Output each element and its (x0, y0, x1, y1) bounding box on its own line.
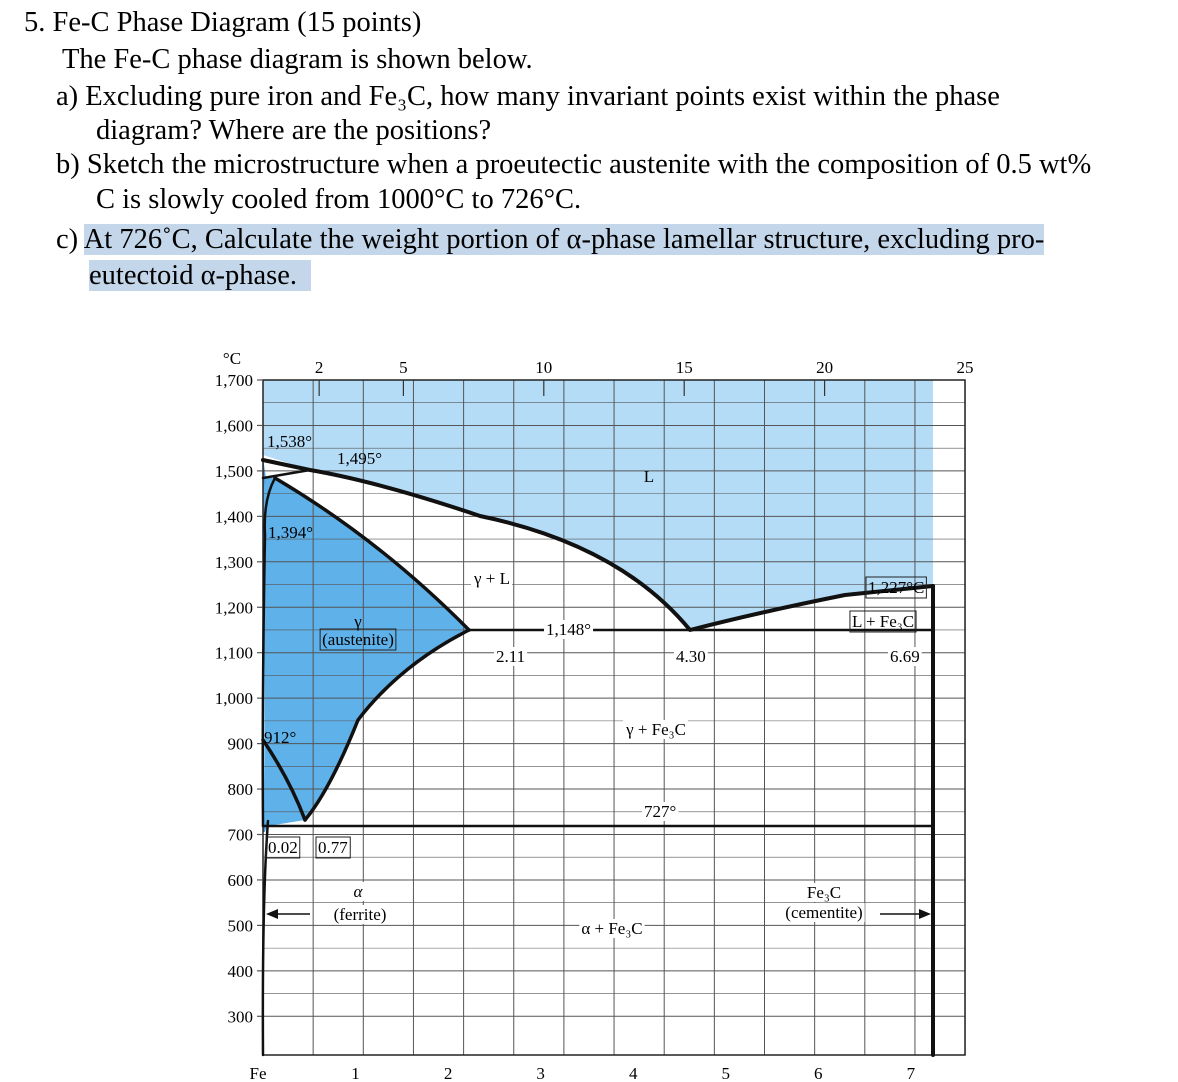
label-1227: 1,227°C (868, 578, 925, 597)
bottom-tick-label: 6 (814, 1064, 823, 1082)
label-4-30: 4.30 (676, 647, 706, 666)
y-tick-label: 800 (227, 780, 253, 800)
part-c-highlight-2: eutectoid α-phase. (89, 260, 311, 291)
bottom-tick-label: 3 (536, 1064, 545, 1082)
y-tick-label: 1,100 (214, 643, 253, 663)
ferrite-arrowhead (266, 909, 278, 919)
label-1394: 1,394° (268, 523, 314, 542)
bottom-tick-label: 5 (721, 1064, 731, 1082)
label-liquid: L (643, 467, 655, 486)
label-alpha: α (353, 882, 363, 901)
bottom-tick-label: 4 (628, 1064, 638, 1082)
question-title: 5. Fe-C Phase Diagram (15 points) (24, 7, 422, 38)
y-tick-label: 1,600 (214, 416, 253, 436)
top-tick-label: 10 (535, 358, 553, 377)
y-tick-label: 1,000 (214, 689, 253, 709)
label-gamma-l: γ + L (474, 569, 510, 588)
bottom-tick-label: 1 (351, 1064, 360, 1082)
y-tick-label: 700 (227, 825, 253, 845)
y-tick-label: 600 (227, 870, 253, 890)
part-a-line-2: diagram? Where are the positions? (96, 115, 492, 146)
bottom-tick-label: 2 (443, 1064, 453, 1082)
y-tick-label: 1,500 (214, 461, 253, 481)
part-b-line-1: b) Sketch the microstructure when a proeutectic austenite with the composition of 0.5 wt% (56, 149, 1092, 180)
top-tick-label: 25 (956, 358, 974, 377)
part-c-prefix: c) (56, 224, 84, 255)
label-gamma-fe3c: γ + Fe₃C (626, 720, 686, 739)
y-tick-label: 1,300 (214, 552, 253, 572)
label-1148: 1,148° (546, 620, 592, 639)
question-intro: The Fe-C phase diagram is shown below. (62, 44, 533, 75)
top-tick-label: 5 (399, 358, 408, 377)
y-tick-label: 1,700 (214, 371, 253, 390)
top-tick-label: 20 (816, 358, 834, 377)
label-1538: 1,538° (267, 432, 313, 451)
y-unit-label: °C (222, 349, 242, 368)
label-912: 912° (264, 728, 297, 747)
label-cementite: (cementite) (785, 903, 863, 922)
label-1495: 1,495° (337, 449, 383, 468)
label-6-69: 6.69 (890, 647, 920, 666)
label-ferrite: (ferrite) (333, 905, 387, 924)
part-a-line-1: a) Excluding pure iron and Fe₃C, how many invariant points exist within the phase (56, 81, 1000, 112)
label-gamma: γ (354, 612, 362, 631)
label-727: 727° (644, 802, 677, 821)
cementite-arrowhead (919, 909, 931, 919)
label-2-11: 2.11 (496, 647, 526, 666)
label-0-02: 0.02 (268, 838, 298, 857)
bottom-tick-label: Fe (249, 1064, 267, 1082)
part-c-highlight-1: At 726˚C, Calculate the weight portion of α-phase lamellar structure, excluding pro- (83, 224, 1045, 255)
y-tick-label: 1,400 (214, 507, 253, 527)
y-axis-ticks (215, 371, 253, 1026)
y-tick-label: 400 (227, 961, 253, 981)
y-tick-label: 300 (227, 1007, 253, 1027)
y-tick-label: 500 (227, 916, 253, 936)
top-tick-label: 2 (314, 358, 324, 377)
bottom-axis-ticks (250, 1064, 916, 1082)
label-alpha-fe3c: α + Fe₃C (581, 919, 643, 938)
y-tick-label: 900 (227, 734, 253, 754)
y-tick-label: 1,200 (214, 598, 253, 618)
label-l-fe3c: L + Fe₃C (851, 612, 915, 631)
top-tick-label: 15 (675, 358, 693, 377)
label-fe3c: Fe₃C (806, 883, 842, 902)
label-0-77: 0.77 (318, 838, 348, 857)
label-austenite: (austenite) (322, 630, 394, 649)
bottom-tick-label: 7 (906, 1064, 916, 1082)
part-b-line-2: C is slowly cooled from 1000°C to 726°C. (96, 184, 582, 215)
